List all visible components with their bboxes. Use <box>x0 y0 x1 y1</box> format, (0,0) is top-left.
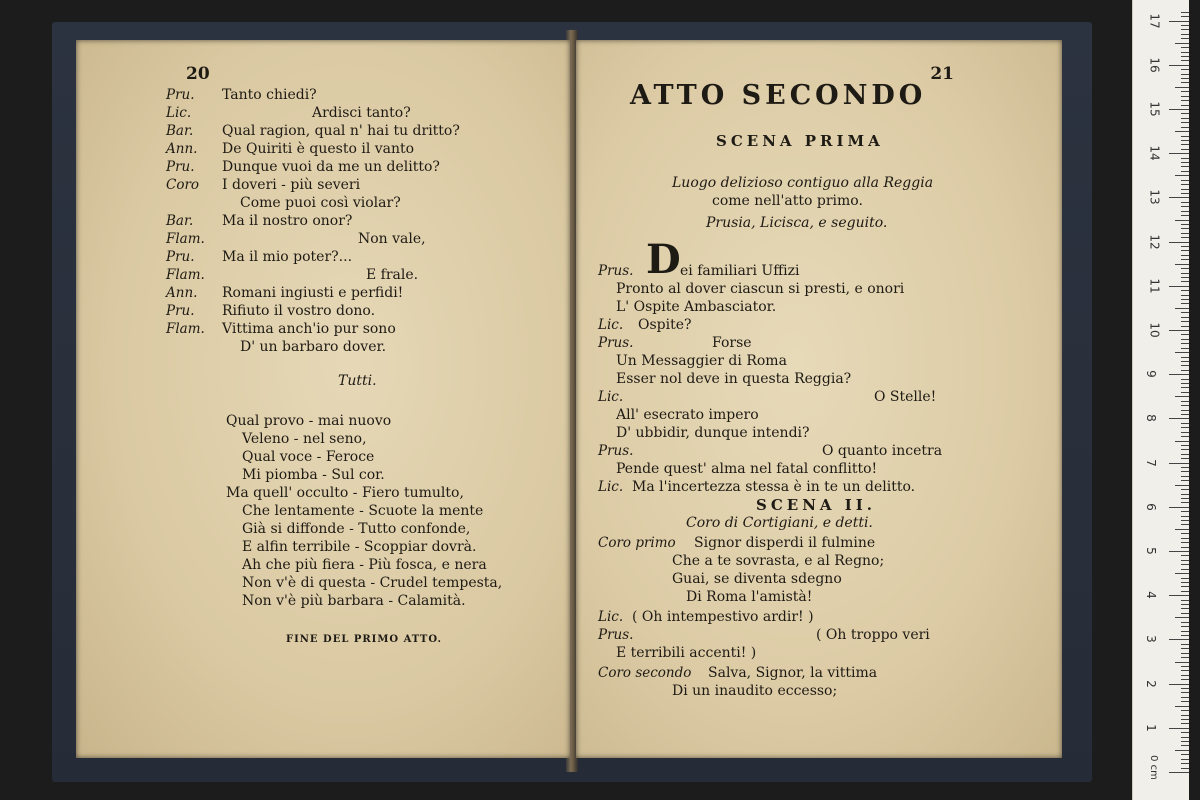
ruler-tick <box>1181 392 1189 393</box>
ruler-tick <box>1181 644 1189 645</box>
ruler-tick <box>1181 193 1189 194</box>
ruler-tick <box>1181 560 1189 561</box>
dialogue-line: Un Messaggier di Roma <box>616 353 787 369</box>
ruler-tick <box>1181 38 1189 39</box>
speaker: Prus. <box>598 443 634 459</box>
speaker: Prus. <box>598 335 634 351</box>
dialogue-line: ei familiari Uffizi <box>680 263 800 279</box>
ruler-tick <box>1181 122 1189 123</box>
dialogue-line: Esser nol deve in questa Reggia? <box>616 371 852 387</box>
ruler-tick <box>1175 43 1189 44</box>
ruler-tick <box>1181 189 1189 190</box>
ruler-tick <box>1181 467 1189 468</box>
ruler-number: 3 <box>1143 635 1158 644</box>
ruler-tick <box>1169 153 1189 154</box>
ruler-tick <box>1175 352 1189 353</box>
scene-title: SCENA II. <box>756 496 877 514</box>
ruler-tick <box>1181 471 1189 472</box>
ruler-tick <box>1181 564 1189 565</box>
dialogue-line: Salva, Signor, la vittima <box>708 665 878 681</box>
verse-line: Qual voce - Feroce <box>242 449 375 465</box>
dialogue-line: O Stelle! <box>874 389 937 405</box>
ruler-tick <box>1175 573 1189 574</box>
ruler-tick <box>1181 547 1189 548</box>
ruler-tick <box>1181 255 1189 256</box>
ruler-tick <box>1181 273 1189 274</box>
ruler-tick <box>1181 635 1189 636</box>
ruler-tick <box>1181 666 1189 667</box>
speaker: Pru. <box>166 87 195 103</box>
speaker: Prus. <box>598 263 634 279</box>
ruler-tick <box>1181 202 1189 203</box>
ruler-tick <box>1181 158 1189 159</box>
ruler-tick <box>1175 485 1189 486</box>
ruler-tick <box>1181 268 1189 269</box>
ruler-tick <box>1181 710 1189 711</box>
page-number: 20 <box>186 64 210 84</box>
ruler-tick <box>1181 246 1189 247</box>
ruler-tick <box>1181 339 1189 340</box>
ruler-number: 4 <box>1143 591 1158 600</box>
ruler-tick <box>1181 670 1189 671</box>
ruler-tick <box>1181 436 1189 437</box>
ruler-tick <box>1181 312 1189 313</box>
ruler-tick <box>1181 343 1189 344</box>
ruler-tick <box>1181 290 1189 291</box>
ruler-number: 1 <box>1143 723 1158 732</box>
dialogue-line: Qual ragion, qual n' hai tu dritto? <box>222 123 460 139</box>
ruler-tick <box>1175 396 1189 397</box>
speaker: Pru. <box>166 159 195 175</box>
verse-line: Ma quell' occulto - Fiero tumulto, <box>226 485 464 501</box>
ruler-tick <box>1181 631 1189 632</box>
ruler-tick <box>1181 250 1189 251</box>
verse-line: Mi piomba - Sul cor. <box>242 467 385 483</box>
ruler-tick <box>1169 684 1189 685</box>
dialogue-line: Ma il mio poter?... <box>222 249 353 265</box>
ruler-number: 6 <box>1143 502 1158 511</box>
ruler-tick <box>1181 127 1189 128</box>
ruler-tick <box>1181 215 1189 216</box>
ruler-tick <box>1181 445 1189 446</box>
ruler-tick <box>1181 34 1189 35</box>
dialogue-line: Guai, se diventa sdegno <box>672 571 842 587</box>
ruler-tick <box>1181 763 1189 764</box>
ruler-tick <box>1181 732 1189 733</box>
ruler-tick <box>1181 25 1189 26</box>
ruler-tick <box>1181 449 1189 450</box>
ruler-tick <box>1169 551 1189 552</box>
speaker: Ann. <box>166 141 198 157</box>
ruler-tick <box>1181 140 1189 141</box>
dialogue-line: Tanto chiedi? <box>222 87 317 103</box>
ruler-tick <box>1175 529 1189 530</box>
ruler-tick <box>1169 728 1189 729</box>
ruler-tick <box>1181 591 1189 592</box>
ruler-number: 14 <box>1147 145 1162 161</box>
ruler-tick <box>1169 330 1189 331</box>
ruler-tick <box>1181 516 1189 517</box>
ruler-tick <box>1181 427 1189 428</box>
dialogue-line: E terribili accenti! ) <box>616 645 757 661</box>
dialogue-line: D' ubbidir, dunque intendi? <box>616 425 810 441</box>
ruler-tick <box>1169 463 1189 464</box>
ruler-tick <box>1181 569 1189 570</box>
ruler-tick <box>1181 303 1189 304</box>
speaker: Lic. <box>166 105 192 121</box>
ruler-tick <box>1181 653 1189 654</box>
ruler-tick <box>1181 538 1189 539</box>
ruler-number: 7 <box>1143 458 1158 467</box>
dialogue-line: Come puoi così violar? <box>240 195 401 211</box>
speaker: Bar. <box>166 123 194 139</box>
ruler-tick <box>1181 180 1189 181</box>
ruler-tick <box>1181 60 1189 61</box>
speaker: Flam. <box>166 321 205 337</box>
ruler-tick <box>1181 228 1189 229</box>
ruler-tick <box>1181 622 1189 623</box>
verse-line: Già si diffonde - Tutto confonde, <box>242 521 471 537</box>
ruler-tick <box>1181 118 1189 119</box>
speaker: Pru. <box>166 249 195 265</box>
ruler-tick <box>1175 662 1189 663</box>
ruler-tick <box>1181 74 1189 75</box>
ruler-tick <box>1181 688 1189 689</box>
ruler-tick <box>1181 432 1189 433</box>
drop-cap: D <box>646 236 681 283</box>
verse-line: Qual provo - mai nuovo <box>226 413 392 429</box>
ruler-tick <box>1169 197 1189 198</box>
setting-line: come nell'atto primo. <box>712 193 863 209</box>
ruler-tick <box>1181 657 1189 658</box>
ruler-tick <box>1169 242 1189 243</box>
ruler-tick <box>1175 131 1189 132</box>
ruler-tick <box>1181 334 1189 335</box>
ruler-tick <box>1181 29 1189 30</box>
ruler-tick <box>1181 361 1189 362</box>
ruler-tick <box>1181 383 1189 384</box>
ruler-number: 5 <box>1143 547 1158 555</box>
ruler-tick <box>1181 149 1189 150</box>
ruler-tick <box>1181 16 1189 17</box>
ruler-tick <box>1181 454 1189 455</box>
ruler-tick <box>1181 524 1189 525</box>
ruler-tick <box>1181 458 1189 459</box>
dialogue-line: Signor disperdi il fulmine <box>694 535 876 551</box>
verse-line: Che lentamente - Scuote la mente <box>242 503 484 519</box>
ruler-tick <box>1181 604 1189 605</box>
ruler-tick <box>1181 600 1189 601</box>
ruler-tick <box>1181 582 1189 583</box>
measuring-ruler <box>1132 0 1189 800</box>
dialogue-line: Che a te sovrasta, e al Regno; <box>672 553 885 569</box>
end-of-act-note: FINE DEL PRIMO ATTO. <box>286 634 442 645</box>
dialogue-line: Rifiuto il vostro dono. <box>222 303 376 319</box>
ruler-tick <box>1175 87 1189 88</box>
ruler-tick <box>1181 317 1189 318</box>
verse-line: Non v'è di questa - Crudel tempesta, <box>242 575 503 591</box>
dialogue-line: Ospite? <box>638 317 692 333</box>
ruler-tick <box>1175 308 1189 309</box>
dialogue-line: Romani ingiusti e perfidi! <box>222 285 404 301</box>
ruler-tick <box>1181 542 1189 543</box>
ruler-tick <box>1181 47 1189 48</box>
ruler-tick <box>1181 405 1189 406</box>
ruler-tick <box>1181 476 1189 477</box>
ruler-tick <box>1175 617 1189 618</box>
ruler-tick <box>1181 697 1189 698</box>
ruler-tick <box>1181 206 1189 207</box>
ruler-tick <box>1181 608 1189 609</box>
ruler-number: 16 <box>1147 57 1162 73</box>
ruler-tick <box>1181 224 1189 225</box>
dialogue-line: D' un barbaro dover. <box>240 339 387 355</box>
ruler-tick <box>1181 166 1189 167</box>
act-title: ATTO SECONDO <box>630 80 927 111</box>
ruler-tick <box>1181 679 1189 680</box>
ruler-tick <box>1181 675 1189 676</box>
ruler-tick <box>1181 489 1189 490</box>
ruler-tick <box>1169 639 1189 640</box>
ruler-tick <box>1181 237 1189 238</box>
ruler-tick <box>1181 741 1189 742</box>
ruler-tick <box>1181 233 1189 234</box>
ruler-tick <box>1181 533 1189 534</box>
verse-line: Veleno - nel seno, <box>242 431 367 447</box>
speaker: Flam. <box>166 231 205 247</box>
ruler-tick <box>1181 692 1189 693</box>
ruler-tick <box>1181 52 1189 53</box>
speaker: Lic. <box>598 479 624 495</box>
ruler-tick <box>1181 365 1189 366</box>
ruler-tick <box>1169 595 1189 596</box>
ruler-tick <box>1175 264 1189 265</box>
ruler-tick <box>1181 745 1189 746</box>
ruler-tick <box>1181 387 1189 388</box>
ruler-tick <box>1181 586 1189 587</box>
verse-line: Ah che più fiera - Più fosca, e nera <box>242 557 487 573</box>
ruler-tick <box>1181 295 1189 296</box>
ruler-number: 10 <box>1147 322 1162 338</box>
scene-title: SCENA PRIMA <box>716 132 884 150</box>
ruler-tick <box>1181 578 1189 579</box>
tutti-heading: Tutti. <box>338 373 377 389</box>
ruler-tick <box>1181 511 1189 512</box>
ruler-tick <box>1181 259 1189 260</box>
ruler-number: 9 <box>1143 370 1158 379</box>
ruler-tick <box>1181 113 1189 114</box>
ruler-tick <box>1181 759 1189 760</box>
speaker: Prus. <box>598 627 634 643</box>
dialogue-line: I doveri - più severi <box>222 177 361 193</box>
dialogue-line: Forse <box>712 335 752 351</box>
ruler-tick <box>1169 286 1189 287</box>
ruler-tick <box>1181 626 1189 627</box>
dialogue-line: Di un inaudito eccesso; <box>672 683 838 699</box>
ruler-number: 11 <box>1147 278 1162 294</box>
dialogue-line: E frale. <box>366 267 419 283</box>
verse-line: Non v'è più barbara - Calamità. <box>242 593 466 609</box>
ruler-tick <box>1181 719 1189 720</box>
ruler-tick <box>1181 144 1189 145</box>
setting-line: Luogo delizioso contiguo alla Reggia <box>672 175 934 191</box>
verse-line: E alfin terribile - Scoppiar dovrà. <box>242 539 477 555</box>
ruler-tick <box>1181 768 1189 769</box>
ruler-tick <box>1181 555 1189 556</box>
dialogue-line: L' Ospite Ambasciator. <box>616 299 777 315</box>
ruler-tick <box>1181 100 1189 101</box>
right-page <box>576 40 1062 758</box>
left-page <box>76 40 570 758</box>
dialogue-line: Pronto al dover ciascun si presti, e onori <box>616 281 905 297</box>
ruler-tick <box>1181 91 1189 92</box>
speaker: Lic. <box>598 389 624 405</box>
ruler-tick <box>1181 299 1189 300</box>
ruler-tick <box>1175 750 1189 751</box>
ruler-tick <box>1181 105 1189 106</box>
speaker: Lic. <box>598 609 624 625</box>
dialogue-line: Ardisci tanto? <box>312 105 411 121</box>
ruler-tick <box>1181 754 1189 755</box>
speaker: Bar. <box>166 213 194 229</box>
speaker: Coro secondo <box>598 665 692 681</box>
ruler-number: 8 <box>1143 414 1158 423</box>
ruler-tick <box>1175 175 1189 176</box>
ruler-tick <box>1181 480 1189 481</box>
ruler-tick <box>1181 423 1189 424</box>
ruler-tick <box>1181 12 1189 13</box>
ruler-tick <box>1181 82 1189 83</box>
ruler-tick <box>1175 441 1189 442</box>
ruler-tick <box>1181 321 1189 322</box>
ruler-tick <box>1181 648 1189 649</box>
ruler-tick <box>1181 69 1189 70</box>
dialogue-line: O quanto incetra <box>822 443 943 459</box>
ruler-tick <box>1175 220 1189 221</box>
ruler-tick <box>1181 348 1189 349</box>
dialogue-line: Dunque vuoi da me un delitto? <box>222 159 440 175</box>
ruler-tick <box>1181 613 1189 614</box>
dialogue-line: Vittima anch'io pur sono <box>222 321 396 337</box>
ruler-tick <box>1181 494 1189 495</box>
ruler-tick <box>1181 410 1189 411</box>
ruler-tick <box>1181 171 1189 172</box>
ruler-tick <box>1181 737 1189 738</box>
ruler-tick <box>1181 379 1189 380</box>
speaker: Pru. <box>166 303 195 319</box>
ruler-tick <box>1181 277 1189 278</box>
ruler-number: 15 <box>1147 101 1162 117</box>
dialogue-line: Non vale, <box>358 231 426 247</box>
ruler-number: 12 <box>1147 233 1162 250</box>
dialogue-line: Pende quest' alma nel fatal conflitto! <box>616 461 878 477</box>
ruler-tick <box>1169 507 1189 508</box>
ruler-tick <box>1181 701 1189 702</box>
ruler-number: 13 <box>1147 189 1162 206</box>
characters-line: Coro di Cortigiani, e detti. <box>686 515 873 531</box>
dialogue-line: Ma il nostro onor? <box>222 213 353 229</box>
ruler-tick <box>1169 772 1189 773</box>
ruler-tick <box>1169 374 1189 375</box>
ruler-number: 17 <box>1147 12 1162 29</box>
speaker: Coro primo <box>598 535 676 551</box>
ruler-tick <box>1181 715 1189 716</box>
dialogue-line: All' esecrato impero <box>616 407 759 423</box>
ruler-tick <box>1181 502 1189 503</box>
dialogue-line: Di Roma l'amistà! <box>686 589 813 605</box>
characters-line: Prusia, Licisca, e seguito. <box>706 215 888 231</box>
ruler-tick <box>1181 96 1189 97</box>
ruler-tick <box>1181 281 1189 282</box>
ruler-tick <box>1181 520 1189 521</box>
ruler-tick <box>1181 162 1189 163</box>
ruler-tick <box>1169 65 1189 66</box>
speaker: Flam. <box>166 267 205 283</box>
ruler-tick <box>1181 211 1189 212</box>
ruler-tick <box>1181 498 1189 499</box>
ruler-tick <box>1169 109 1189 110</box>
ruler-tick <box>1181 357 1189 358</box>
dialogue-line: ( Oh troppo veri <box>816 627 930 643</box>
ruler-tick <box>1181 401 1189 402</box>
dialogue-line: De Quiriti è questo il vanto <box>222 141 415 157</box>
dialogue-line: ( Oh intempestivo ardir! ) <box>632 609 814 625</box>
ruler-tick <box>1181 184 1189 185</box>
speaker: Coro <box>166 177 200 193</box>
ruler-tick <box>1181 326 1189 327</box>
ruler-tick <box>1181 370 1189 371</box>
dialogue-line: Ma l'incertezza stessa è in te un delitto. <box>632 479 916 495</box>
ruler-tick <box>1181 136 1189 137</box>
ruler-tick <box>1169 21 1189 22</box>
ruler-tick <box>1181 414 1189 415</box>
page-number: 21 <box>930 64 954 84</box>
speaker: Ann. <box>166 285 198 301</box>
ruler-tick <box>1169 418 1189 419</box>
ruler-number: 2 <box>1143 679 1158 688</box>
ruler-tick <box>1181 78 1189 79</box>
ruler-tick <box>1181 56 1189 57</box>
ruler-tick <box>1181 723 1189 724</box>
ruler-unit-label: 0 cm <box>1147 755 1159 780</box>
speaker: Lic. <box>598 317 624 333</box>
ruler-tick <box>1175 706 1189 707</box>
